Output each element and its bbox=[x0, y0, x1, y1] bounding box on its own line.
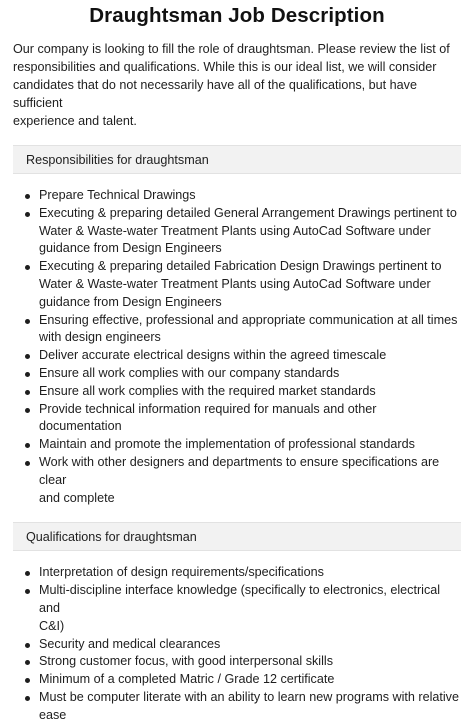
list-item bbox=[13, 258, 461, 311]
bullet-icon bbox=[25, 194, 30, 199]
bullet-icon bbox=[25, 443, 30, 448]
list-item bbox=[13, 564, 461, 582]
list-item-text: Interpretation of design requirements/specifications bbox=[39, 565, 324, 580]
qualifications-heading: Qualifications for draughtsman bbox=[13, 522, 461, 551]
list-item bbox=[13, 671, 461, 689]
bullet-icon bbox=[25, 589, 30, 594]
bullet-icon bbox=[25, 696, 30, 701]
bullet-icon bbox=[25, 372, 30, 377]
bullet-icon bbox=[25, 571, 30, 576]
list-item-text: Security and medical clearances bbox=[39, 636, 221, 651]
list-item-text: Multi-discipline interface knowledge (specifically to electronics, electrical and C&I) bbox=[39, 583, 441, 633]
list-item-text: Work with other designers and departments to ensure specifications are clear and complete bbox=[39, 454, 440, 505]
list-item bbox=[13, 436, 461, 454]
list-item bbox=[13, 365, 461, 383]
list-item bbox=[13, 205, 461, 258]
list-item-text: Provide technical information required for manuals and other documentation bbox=[39, 401, 377, 434]
bullet-icon bbox=[25, 319, 30, 324]
list-item bbox=[13, 347, 461, 365]
list-item-text: Ensure all work complies with our company standards bbox=[39, 365, 340, 380]
responsibilities-heading: Responsibilities for draughtsman bbox=[13, 145, 461, 174]
intro-paragraph: Our company is looking to fill the role of draughtsman. Please review the list of responsibilities and qualifications. While this is our ideal list, we will consider candidates that do not necessarily have all of the qualifications, but have sufficient experience and talent. bbox=[13, 42, 450, 128]
list-item bbox=[13, 454, 461, 507]
list-item-text: Executing & preparing detailed General Arrangement Drawings pertinent to Water & Waste-water Treatment Plants using AutoCad Software under guidance from Design Engineers bbox=[39, 205, 457, 256]
page-title: Draughtsman Job Description bbox=[89, 4, 385, 27]
bullet-icon bbox=[25, 354, 30, 359]
list-item-text: Deliver accurate electrical designs within the agreed timescale bbox=[39, 348, 387, 363]
bullet-icon bbox=[25, 212, 30, 217]
list-item bbox=[13, 689, 461, 725]
bullet-icon bbox=[25, 660, 30, 665]
bullet-icon bbox=[25, 678, 30, 683]
list-item-text: Minimum of a completed Matric / Grade 12 certificate bbox=[39, 672, 335, 687]
list-item-text: Ensuring effective, professional and appropriate communication at all times with design engineers bbox=[39, 312, 458, 345]
list-item bbox=[13, 582, 461, 635]
list-item bbox=[13, 636, 461, 654]
bullet-icon bbox=[25, 408, 30, 413]
list-item-text: Maintain and promote the implementation of professional standards bbox=[39, 437, 415, 452]
qualifications-list bbox=[13, 564, 461, 724]
list-item bbox=[13, 653, 461, 671]
list-item-text: Strong customer focus, with good interpersonal skills bbox=[39, 654, 333, 669]
responsibilities-list bbox=[13, 187, 461, 507]
bullet-icon bbox=[25, 643, 30, 648]
list-item bbox=[13, 383, 461, 401]
list-item-text: Prepare Technical Drawings bbox=[39, 188, 196, 202]
list-item-text: Executing & preparing detailed Fabrication Design Drawings pertinent to Water & Waste-water Treatment Plants using AutoCad Software under guidance from Design Engineers bbox=[39, 259, 442, 309]
list-item bbox=[13, 187, 461, 205]
list-item-text: Must be computer literate with an ability to learn new programs with relative ease bbox=[39, 689, 459, 722]
list-item bbox=[13, 312, 461, 348]
bullet-icon bbox=[25, 461, 30, 466]
list-item-text: Ensure all work complies with the required market standards bbox=[39, 383, 376, 398]
bullet-icon bbox=[25, 265, 30, 270]
bullet-icon bbox=[25, 390, 30, 395]
list-item bbox=[13, 401, 461, 437]
